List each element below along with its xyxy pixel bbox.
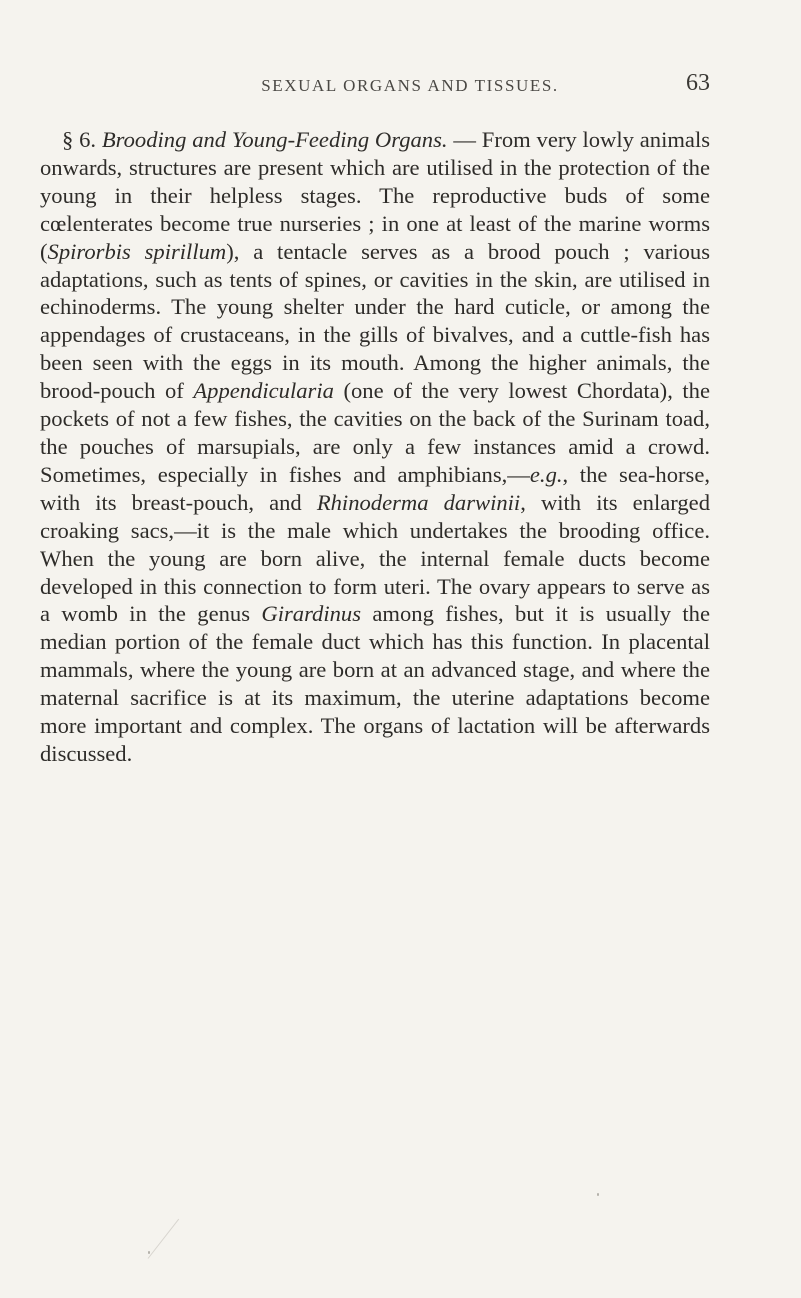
text-run: ), a tentacle serves as a brood pouch ; various adaptations, such as tents of spines, or cavities in the skin, are utilised in echinoderms. The young shelter under the hard cuticle, or among the appendages of crustaceans, in the gills of bivalves, and a cuttle-fish has been seen with the eggs in its mouth. Among the higher animals, the brood-pouch of <box>40 238 710 404</box>
text-run: among fishes, but it is usually the median portion of the female duct which has this function. In placental mammals, where the young are born at an advanced stage, and where the maternal sacrifice is at its maximum, the uterine adaptations become more important and complex. The organs of lactation will be afterwards discussed. <box>40 601 710 766</box>
text-run: , the sea-horse, with its breast-pouch, and <box>40 461 710 515</box>
genus-name: Girardinus <box>261 601 361 627</box>
paper-speck <box>597 1193 599 1196</box>
species-name: Spirorbis spirillum <box>47 238 227 264</box>
species-name: Rhinoderma darwinii <box>316 489 521 515</box>
text-run: (one of the very lowest Chordata), the pockets of not a few fishes, the cavities on the back of the Surinam toad, the pouches of marsupials, are only a few instances amid a crowd. Sometimes, especially in fishes and amphibians,— <box>40 378 710 487</box>
abbreviation: e.g. <box>529 461 563 487</box>
paragraph <box>40 126 710 768</box>
paper-crease <box>148 1219 180 1259</box>
running-head <box>40 70 710 110</box>
section-mark: § 6. <box>62 127 97 152</box>
text-run: From very lowly animals onwards, structures are present which are utilised in the protection of the young in their helpless stages. The reproductive buds of some cœlenterates become true nurseries ; in one at least of the marine worms ( <box>40 127 711 264</box>
section-heading: Brooding and Young-Feeding Organs. <box>101 127 448 152</box>
text-run: , with its enlarged croaking sacs,—it is the male which undertakes the brooding office. When the young are born alive, the internal female ducts become developed in this connection to form uteri. The ovary appears to serve as a womb in the genus <box>40 489 710 627</box>
running-title: SEXUAL ORGANS AND TISSUES. <box>261 76 559 95</box>
page-number: 63 <box>686 70 710 96</box>
genus-name: Appendicularia <box>193 378 334 404</box>
section-body <box>40 126 710 768</box>
heading-dash: — <box>447 127 482 152</box>
